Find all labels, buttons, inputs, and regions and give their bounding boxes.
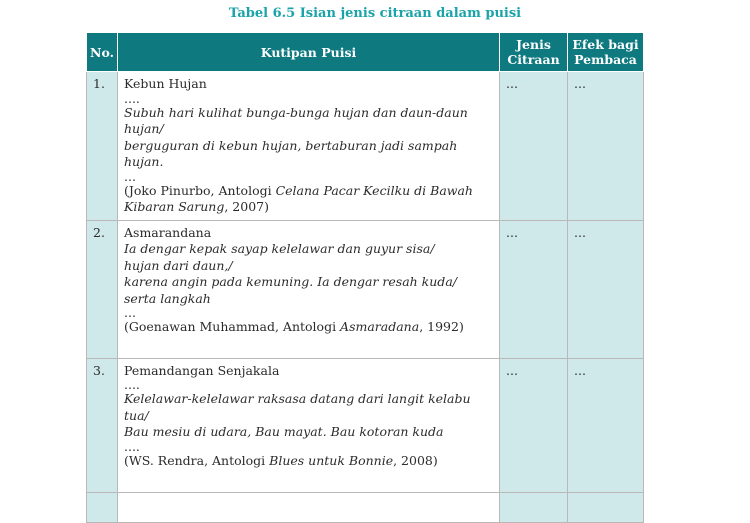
poem-line: Bau mesiu di udara, Bau mayat. Bau kotoran kuda	[124, 424, 444, 439]
header-jenis-line1: Jenis	[516, 37, 551, 52]
header-row	[87, 33, 644, 72]
jenis-citraan-cell: ...	[500, 72, 568, 221]
poem-excerpt	[118, 492, 500, 522]
row-number: 2.	[87, 220, 118, 358]
poem-excerpt	[118, 72, 500, 221]
poem-line: berguguran di kebun hujan, bertaburan jadi sampah hujan.	[124, 137, 458, 169]
table-caption: Tabel 6.5 Isian jenis citraan dalam puisi	[228, 6, 522, 21]
table-row	[87, 220, 644, 358]
table-row	[87, 358, 644, 492]
row-number: 3.	[87, 358, 118, 492]
jenis-citraan-cell: ...	[500, 358, 568, 492]
efek-pembaca-cell	[568, 492, 644, 522]
poem-title: Pemandangan Senjakala	[124, 362, 280, 378]
ellipsis: ....	[124, 90, 140, 106]
header-no: No.	[87, 33, 118, 72]
ellipsis: ...	[124, 305, 136, 320]
source-title: Asmaradana	[340, 319, 420, 334]
poem-line: karena angin pada kemuning. Ia dengar resah kuda/	[124, 274, 457, 289]
poem-source	[124, 319, 493, 336]
jenis-citraan-cell: ...	[500, 220, 568, 358]
source-author: (Joko Pinurbo, Antologi	[124, 182, 276, 198]
jenis-citraan-cell	[500, 492, 568, 522]
poem-source	[124, 183, 493, 216]
efek-pembaca-cell: ...	[568, 220, 644, 358]
header-efek-line2: Pembaca	[574, 52, 637, 67]
row-number	[87, 492, 118, 522]
header-jenis-line2: Citraan	[507, 52, 560, 67]
source-year: , 1992)	[419, 319, 464, 334]
source-title-cont: Kibaran Sarung	[124, 199, 225, 214]
table-row	[87, 492, 644, 522]
source-author: (Goenawan Muhammad, Antologi	[124, 319, 341, 334]
source-title: Celana Pacar Kecilku di Bawah	[275, 182, 473, 198]
row-number: 1.	[87, 72, 118, 221]
source-year: , 2007)	[224, 199, 269, 214]
poem-line: hujan/	[124, 121, 164, 136]
poem-source	[124, 453, 493, 470]
efek-pembaca-cell: ...	[568, 358, 644, 492]
header-jenis-citraan	[500, 33, 568, 72]
table-row	[87, 72, 644, 221]
efek-pembaca-cell: ...	[568, 72, 644, 221]
poem-excerpt	[118, 220, 500, 358]
header-kutipan: Kutipan Puisi	[118, 33, 500, 72]
poem-line: hujan dari daun,/	[124, 257, 233, 273]
header-efek-line1: Efek bagi	[572, 37, 639, 52]
poem-title: Asmarandana	[124, 224, 212, 240]
poem-line: tua/	[124, 407, 149, 423]
citraan-table	[86, 32, 644, 523]
poem-title: Kebun Hujan	[124, 76, 207, 91]
poem-line: Kelelawar-kelelawar raksasa datang dari langit kelabu	[124, 391, 471, 406]
header-efek-pembaca	[568, 33, 644, 72]
source-author: (WS. Rendra, Antologi	[124, 452, 270, 468]
ellipsis: ....	[124, 438, 140, 454]
source-title: Blues untuk Bonnie	[269, 452, 394, 468]
poem-line: Subuh hari kulihat bunga-bunga hujan dan daun-daun	[124, 104, 468, 120]
source-year: , 2008)	[393, 452, 438, 468]
poem-excerpt	[118, 358, 500, 492]
poem-line: Ia dengar kepak sayap kelelawar dan guyur sisa/	[124, 241, 435, 256]
poem-line: serta langkah	[124, 290, 211, 306]
ellipsis: ....	[124, 377, 140, 392]
ellipsis: ...	[124, 168, 136, 184]
